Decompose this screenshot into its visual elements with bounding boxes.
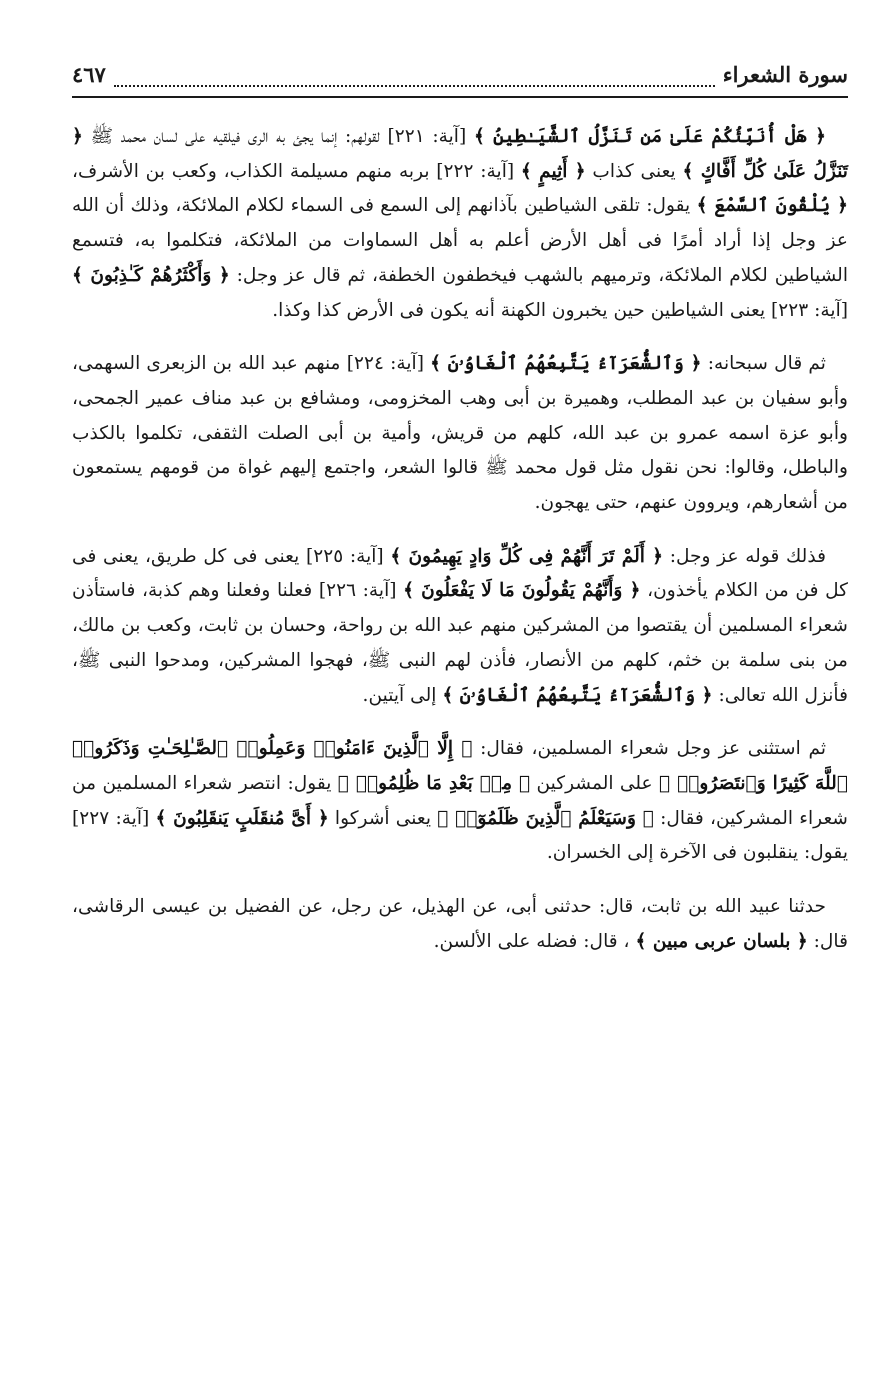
quran-quote: ﴿ وَأَنَّهُمْ يَقُولُونَ مَا لَا يَفْعَلُونَ ﴾ bbox=[403, 580, 641, 602]
paragraph bbox=[72, 890, 848, 959]
sura-title: سورة الشعراء bbox=[722, 62, 848, 87]
commentary-text: [آية: ٢٢٣] يعنى الشياطين حين يخبرون الكهنة أنه يكون فى الأرض كذا وكذا. bbox=[272, 299, 848, 321]
page-number: ٤٦٧ bbox=[72, 62, 106, 87]
quran-quote: ﴿ وَأَكْثَرُهُمْ كَـٰذِبُونَ ﴾ bbox=[72, 264, 230, 286]
commentary-text: [آية: ٢٢١] لقولهم: إنما يجئ به الرى فيلقيه على لسان محمد ﷺ bbox=[82, 126, 474, 147]
paragraph bbox=[72, 540, 848, 714]
commentary-text: إلى آيتين. bbox=[362, 684, 443, 706]
quran-quote: ﴿ وَٱلشُّعَرَآءُ يَتَّبِعُهُمُ ٱلْغَاوُۥنَ ﴾ bbox=[430, 353, 702, 375]
commentary-text: يقول: انتصر شعراء المسلمين من شعراء المشركين، فقال: bbox=[72, 772, 848, 829]
quran-quote: ﴿ بلسان عربى مبين ﴾ bbox=[635, 930, 808, 952]
quran-quote: ﴿ إِلَّا ٱلَّذِينَ ءَامَنُوا۟ وَعَمِلُوا۟ ٱلصَّـٰلِحَـٰتِ وَذَكَرُوا۟ ٱللَّهَ كَثِيرًا وَٱنتَصَرُوا۟ ﴾ bbox=[72, 738, 848, 794]
quran-quote: ﴿ أَىَّ مُنقَلَبٍ يَنقَلِبُونَ ﴾ bbox=[155, 807, 329, 829]
quran-quote: ﴿ مِنۢ بَعْدِ مَا ظُلِمُوا۟ ﴾ bbox=[337, 772, 531, 794]
paragraph bbox=[72, 120, 848, 328]
quran-quote: ﴿ يُلْقُونَ ٱلسَّمْعَ ﴾ bbox=[696, 195, 848, 217]
commentary-text: يقول: تلقى الشياطين بآذانهم إلى السمع فى السماء لكلام الملائكة، وذلك أن الله عز وجل إذا أراد أمرًا فى أهل الأرض أعلم به أهل السماوات من الملائكة، فتكلموا به، فتسمع الشياطين لكلام الملائكة، وترميهم بالشهب فيخطفون الخطفة، ثم قال عز وجل: bbox=[72, 195, 848, 286]
commentary-text: ثم قال سبحانه: bbox=[701, 353, 826, 375]
commentary-text: [آية: ٢٢٢] بربه منهم مسيلمة الكذاب، وكعب بن الأشرف، bbox=[72, 160, 521, 182]
commentary-text: فذلك قوله عز وجل: bbox=[663, 545, 826, 567]
body-text bbox=[72, 120, 848, 959]
book-page bbox=[72, 62, 848, 978]
commentary-text: ، قال: فضله على الألسن. bbox=[433, 930, 636, 952]
commentary-text: ثم استثنى عز وجل شعراء المسلمين، فقال: bbox=[472, 738, 827, 760]
paragraph bbox=[72, 732, 848, 871]
quran-quote: ﴿ وَٱلشُّعَرَآءُ يَتَّبِعُهُمُ ٱلْغَاوُۥنَ ﴾ bbox=[442, 684, 713, 706]
commentary-text: حدثنا عبيد الله بن ثابت، قال: حدثنى أبى، عن الهذيل، عن رجل، عن الفضيل بن عيسى الرقاشى، قال: bbox=[72, 896, 848, 952]
quran-quote: ﴿ هَلْ أُنَبِّئُكُمْ عَلَىٰ مَن تَنَزَّلُ ٱلشَّيَـٰطِينُ ﴾ bbox=[473, 126, 826, 147]
quran-quote: ﴿ أَلَمْ تَرَ أَنَّهُمْ فِى كُلِّ وَادٍ يَهِيمُونَ ﴾ bbox=[390, 545, 664, 567]
paragraph bbox=[72, 347, 848, 521]
commentary-text: [آية: ٢٢٦] فعلنا وفعلنا وهم كذبة، فاستأذن شعراء المسلمين أن يقتصوا من المشركين منهم عبد الله بن رواحة، وحسان بن ثابت، وكعب بن مالك، من بنى سلمة بن خثم، كلهم من الأنصار، فأذن لهم النبى ﷺ، فهجوا المشركين، ومدحوا النبى ﷺ، فأنزل الله تعالى: bbox=[72, 580, 848, 706]
commentary-text: [آية: ٢٢٧] يقول: ينقلبون فى الآخرة إلى الخسران. bbox=[72, 807, 848, 864]
commentary-text: يعنى أشركوا bbox=[328, 807, 438, 829]
commentary-text: [آية: ٢٢٥] يعنى فى كل طريق، يعنى فى كل فن من الكلام يأخذون، bbox=[72, 545, 849, 602]
running-header bbox=[72, 62, 848, 98]
commentary-text: [آية: ٢٢٤] منهم عبد الله بن الزبعرى السهمى، وأبو سفيان بن عبد المطلب، وهميرة بن أبى وهب المخزومى، ومشافع بن عبد مناف عمير الجمحى، وأبو عزة اسمه عمرو بن عبد الله، كلهم من قريش، وأمية بن أبى الصلت الثقفى، تكلموا بالكذب والباطل، وقالوا: نحن نقول مثل قول محمد ﷺ قالوا الشعر، واجتمع إليهم غواة من قومهم يستمعون من أشعارهم، ويروون عنهم، حتى يهجون. bbox=[72, 353, 848, 514]
quran-quote: ﴿ أَثِيمٍ ﴾ bbox=[520, 160, 586, 182]
quran-quote: ﴿ وَسَيَعْلَمُ ٱلَّذِينَ ظَلَمُوٓا۟ ﴾ bbox=[437, 807, 654, 829]
quran-quote: ﴿ تَنَزَّلُ عَلَىٰ كُلِّ أَفَّاكٍ ﴾ bbox=[72, 126, 848, 182]
commentary-text: يعنى كذاب bbox=[585, 160, 683, 182]
commentary-text: على المشركين bbox=[530, 772, 659, 794]
leader-dots bbox=[114, 71, 715, 87]
